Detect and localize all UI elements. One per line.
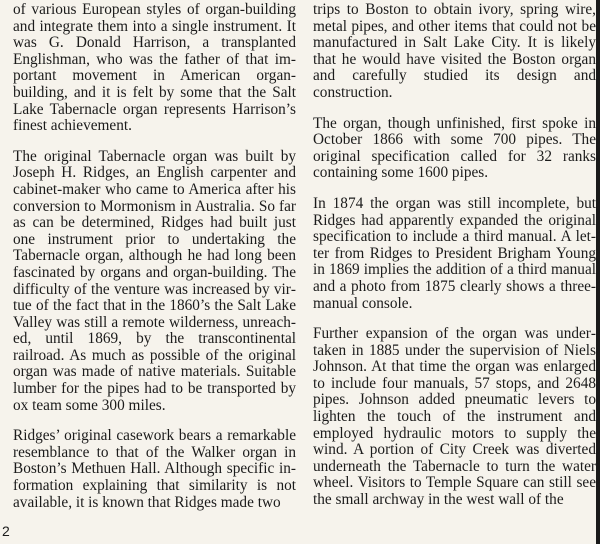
paragraph: trips to Boston to obtain ivory, spring wire, metal pipes, and other items that could not be manufactured in Salt Lake City. It is likely that he would have visited the Boston organ and carefully studied its design and construction. xyxy=(313,1,596,101)
right-column xyxy=(313,2,596,523)
paragraph: Further expansion of the organ was undertaken in 1885 under the supervision of Niels Johnson. At that time the organ was enlarged to include four manuals, 57 stops, and 2648 pipes. Johnson added pneumatic levers to lighten the touch of the instrument and employed hydraulic motors to supply the wind. A portion of City Creek was diverted underneath the Tabernacle to turn the water wheel. Visitors to Temple Square can still see the small archway in the west wall of the xyxy=(313,325,596,509)
paragraph: Ridges’ original casework bears a remarkable resemblance to that of the Walker organ in Boston’s Methuen Hall. Although specific information explaining that similarity is not available, it is known that Ridges made two xyxy=(13,427,296,511)
page-number: 2 xyxy=(2,523,10,539)
paragraph: In 1874 the organ was still incomplete, but Ridges had apparently expanded the original specification to include a third manual. A letter from Ridges to President Brigham Young in 1869 implies the addition of a third manual and a photo from 1875 clearly shows a three-manual console. xyxy=(313,194,596,312)
left-column xyxy=(13,2,296,525)
paragraph: of various European styles of organ-building and integrate them into a single instrument. It was G. Donald Harrison, a transplanted Englishman, who was the father of that important movement in American organ-building, and it is felt by some that the Salt Lake Tabernacle organ represents Harrison’s finest achievement. xyxy=(13,1,296,135)
page-edge-border xyxy=(596,0,600,544)
paragraph: The original Tabernacle organ was built by Joseph H. Ridges, an English carpenter and cabinet-maker who came to America after his conversion to Mormonism in Australia. So far as can be determined, Ridges had built just one instrument prior to undertaking the Tabernacle organ, although he had long been fascinated by organs and organ-building. The difficulty of the venture was increased by virtue of the fact that in the 1860’s the Salt Lake Valley was still a remote wilderness, unreached, until 1869, by the transcontinental railroad. As much as possible of the original organ was made of native materials. Suitable lumber for the pipes had to be transported by ox team some 300 miles. xyxy=(13,147,296,414)
paragraph: The organ, though unfinished, first spoke in October 1866 with some 700 pipes. The original specification called for 32 ranks containing some 1600 pipes. xyxy=(313,114,596,182)
